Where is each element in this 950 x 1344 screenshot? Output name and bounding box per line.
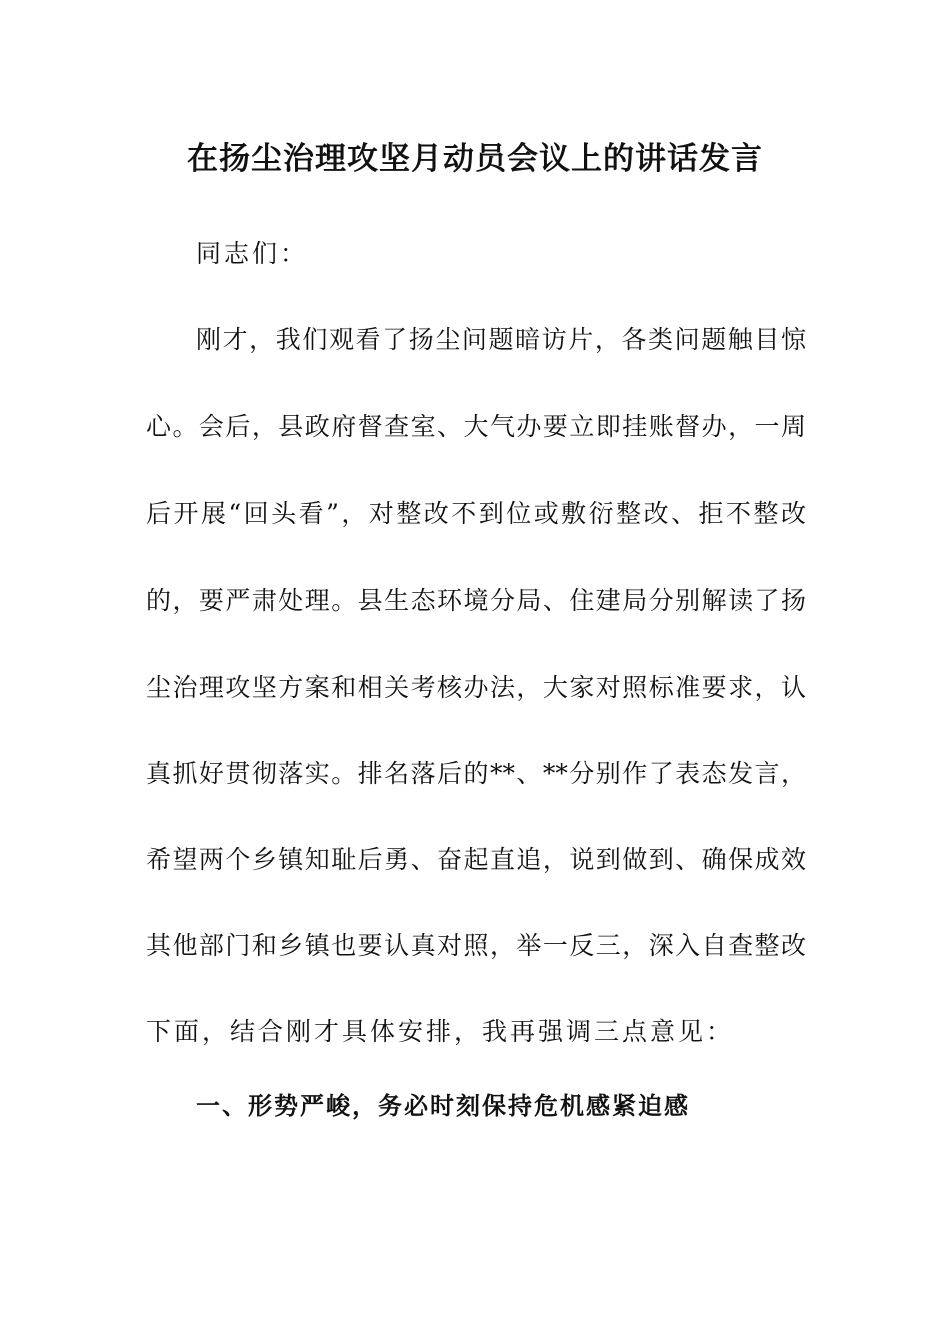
paragraph-line: 后开展“回头看”，对整改不到位或敷衍整改、拒不整改 [146, 499, 806, 528]
paragraph-line: 尘治理攻坚方案和相关考核办法，大家对照标准要求，认 [146, 673, 806, 702]
paragraph-line: 下面，结合刚才具体安排，我再强调三点意见： [146, 1017, 735, 1046]
paragraph-line: 希望两个乡镇知耻后勇、奋起直追，说到做到、确保成效 [146, 845, 806, 874]
paragraph-line: 其他部门和乡镇也要认真对照，举一反三，深入自查整改 [146, 931, 806, 960]
paragraph-line: 真抓好贯彻落实。排名落后的**、**分别作了表态发言， [146, 759, 806, 788]
paragraph-line: 心。会后，县政府督查室、大气办要立即挂账督办，一周 [146, 412, 806, 441]
salutation: 同志们： [196, 239, 309, 268]
section-heading: 一、形势严峻，务必时刻保持危机感紧迫感 [196, 1092, 690, 1120]
document-title: 在扬尘治理攻坚月动员会议上的讲话发言 [187, 141, 763, 177]
paragraph-line: 刚才，我们观看了扬尘问题暗访片，各类问题触目惊 [196, 325, 806, 354]
paragraph-line: 的，要严肃处理。县生态环境分局、住建局分别解读了扬 [146, 586, 806, 615]
